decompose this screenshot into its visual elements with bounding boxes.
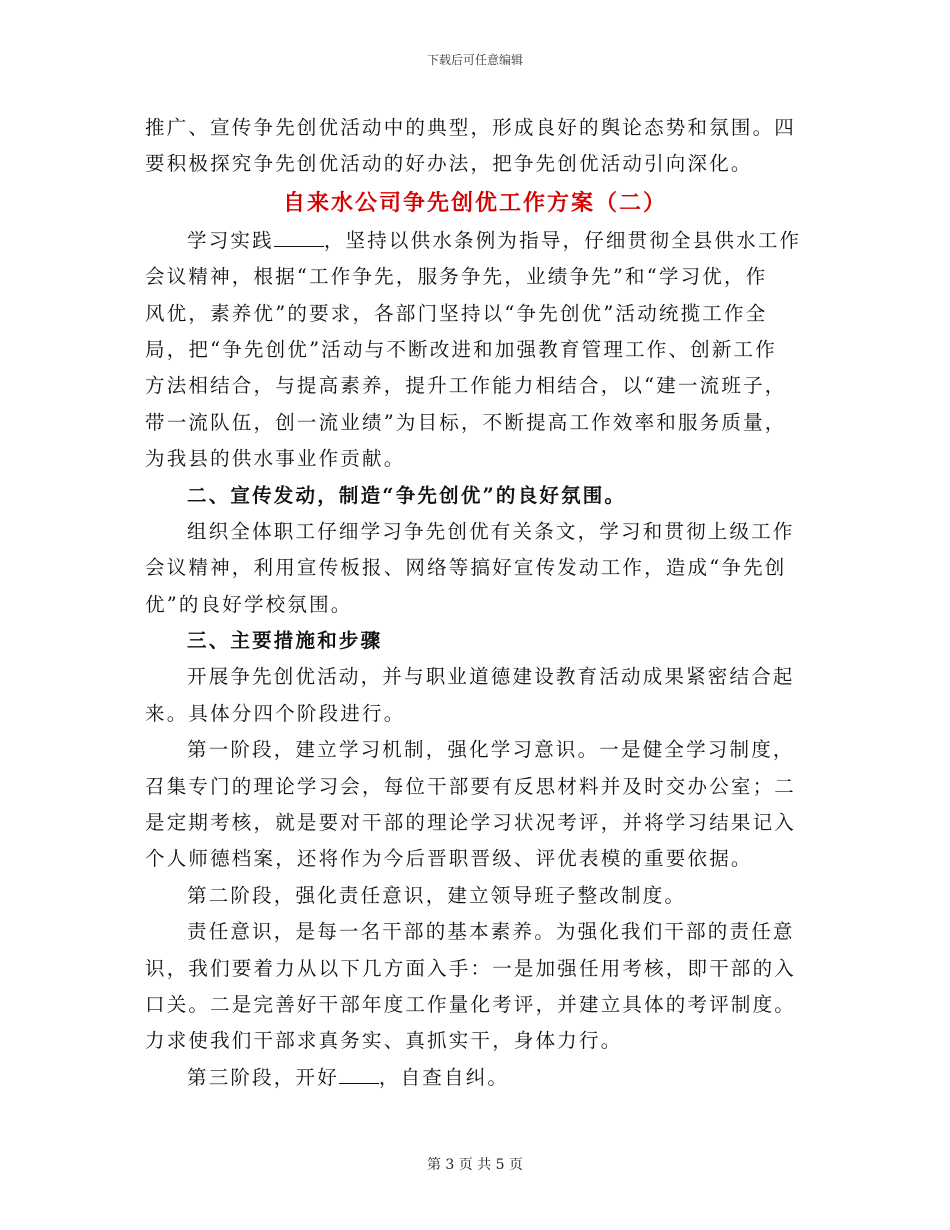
- section-heading: 三、主要措施和步骤: [187, 629, 383, 653]
- paragraph-line: 风优，素养优”的要求，各部门坚持以“争先创优”活动统揽工作全: [145, 301, 768, 325]
- paragraph-line: [145, 1060, 805, 1096]
- document-body: [145, 110, 805, 1096]
- paragraph-line: 责任意识，是每一名干部的基本素养。为强化我们干部的责任意: [187, 920, 795, 944]
- paragraph-line: 为我县的供水事业作贡献。: [145, 447, 406, 471]
- page-header: 下载后可任意编辑: [426, 53, 523, 67]
- section-heading: 二、宣传发动，制造“争先创优”的良好氛围。: [187, 483, 627, 507]
- text-segment: ，自查自纠。: [378, 1065, 510, 1089]
- paragraph-line: 方法相结合，与提高素养，提升工作能力相结合，以“建一流班子，: [145, 374, 787, 398]
- paragraph-line: 个人师德档案，还将作为今后晋职晋级、评优表模的重要依据。: [145, 847, 753, 871]
- text-segment: 第三阶段，开好: [187, 1065, 339, 1089]
- fill-in-blank: [274, 228, 324, 247]
- paragraph-line: 第一阶段，建立学习机制，强化学习意识。一是健全学习制度，: [187, 738, 795, 762]
- paragraph-line: 会议精神，根据“工作争先，服务争先，业绩争先”和“学习优，作: [145, 265, 768, 289]
- paragraph-line: 优”的良好学校氛围。: [145, 592, 353, 616]
- paragraph-line: 力求使我们干部求真务实、真抓实干，身体力行。: [145, 1029, 623, 1053]
- paragraph-line: 来。具体分四个阶段进行。: [145, 701, 406, 725]
- paragraph-line: 局，把“争先创优”活动与不断改进和加强教育管理工作、创新工作: [145, 337, 777, 361]
- paragraph-line: 召集专门的理论学习会，每位干部要有反思材料并及时交办公室；二: [145, 774, 797, 798]
- text-segment: ，坚持以供水条例为指导，仔细贯彻全县供水工作: [323, 228, 802, 252]
- paragraph-line: 推广、宣传争先创优活动中的典型，形成良好的舆论态势和氛围。四: [145, 116, 797, 139]
- text-segment: 学习实践: [187, 228, 274, 252]
- paragraph-line: 组织全体职工仔细学习争先创优有关条文，学习和贯彻上级工作: [187, 519, 795, 543]
- paragraph-line: 要积极探究争先创优活动的好办法，把争先创优活动引向深化。: [145, 152, 753, 176]
- paragraph-line: 识，我们要着力从以下几方面入手：一是加强任用考核，即干部的入: [145, 956, 797, 980]
- paragraph-line: 会议精神，利用宣传板报、网络等搞好宣传发动工作，造成“争先创: [145, 556, 787, 580]
- fill-in-blank: [339, 1065, 379, 1084]
- paragraph-line: 开展争先创优活动，并与职业道德建设教育活动成果紧密结合起: [187, 665, 795, 689]
- paragraph-line: 是定期考核，就是要对干部的理论学习状况考评，并将学习结果记入: [145, 811, 797, 835]
- document-title: 自来水公司争先创优工作方案（二）: [282, 189, 667, 216]
- paragraph-line: 口关。二是完善好干部年度工作量化考评，并建立具体的考评制度。: [145, 992, 797, 1016]
- paragraph-line: 带一流队伍，创一流业绩”为目标，不断提高工作效率和服务质量，: [145, 410, 787, 434]
- paragraph-line: [145, 223, 805, 259]
- paragraph-line: 第二阶段，强化责任意识，建立领导班子整改制度。: [187, 883, 687, 907]
- page-number: 第 3 页 共 5 页: [426, 1157, 524, 1173]
